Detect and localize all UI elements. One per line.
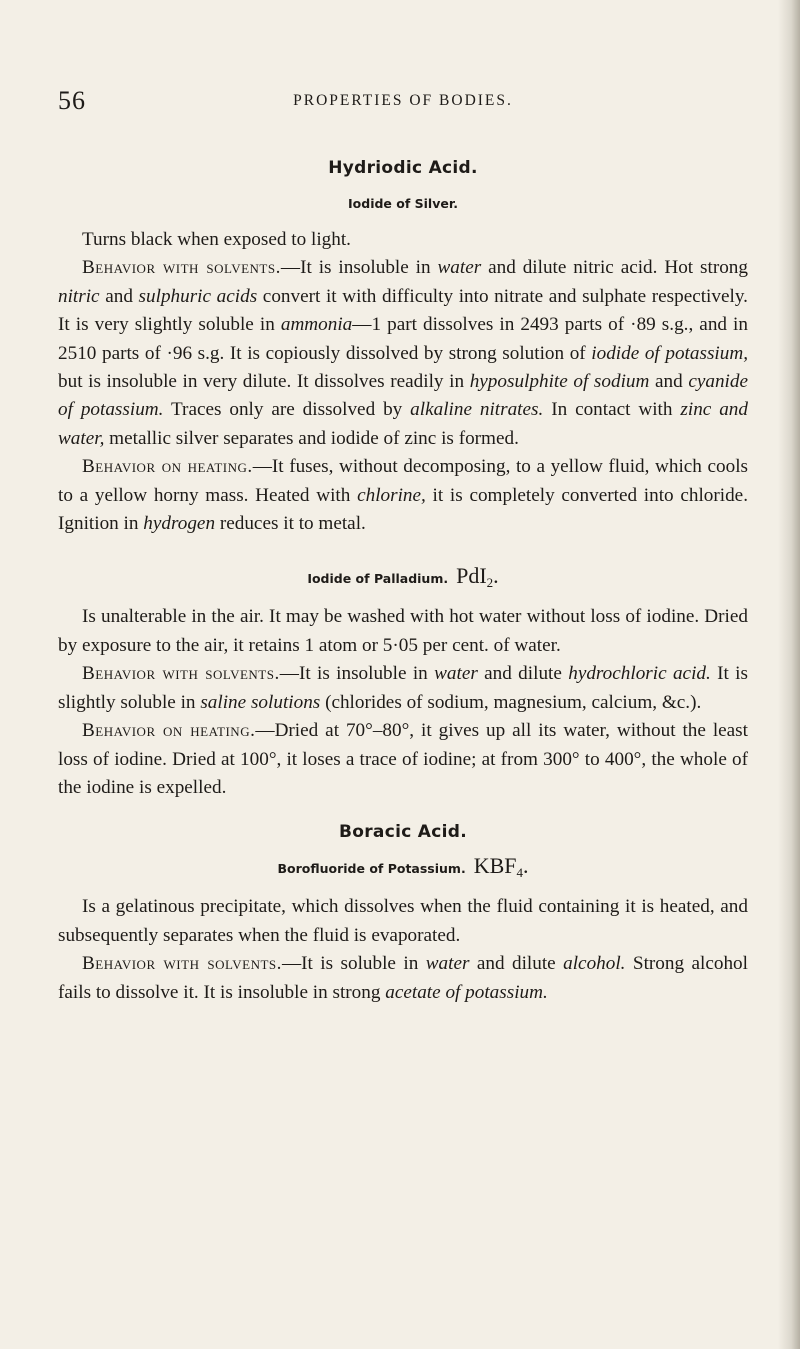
subheading-iodide-of-silver: Iodide of Silver. xyxy=(348,196,458,211)
page-edge-shadow xyxy=(778,0,800,1349)
subheading-iodide-of-palladium: Iodide of Palladium. PdI$_2$. xyxy=(307,563,499,591)
run-in-head: Behavior with solvents. xyxy=(82,257,281,279)
paragraph-silver-solvents: Behavior with solvents.—It is insoluble in water and dilute nitric acid. Hot strong nitric and sulphuric acids convert it with difficulty into nitrate and sulphate respectively. It is very slightly soluble in ammonia—1 part dissolves in 2493 parts of ·89 s.g., and in 2510 parts of ·96 s.g. It is copiously dissolved by strong solution of iodide of potassium, but is insoluble in very dilute. It dissolves readily in hyposulphite of sodium and cyanide of potassium. Traces only are dissolved by alkaline nitrates. In contact with zinc and water, metallic silver separates and iodide of zinc is formed. xyxy=(58,257,748,449)
section-heading-boracic-acid: Boracic Acid. xyxy=(339,822,467,843)
paragraph-palladium-heating: Behavior on heating.—Dried at 70°–80°, it gives up all its water, without the least loss of iodine. Dried at 100°, it loses a trace of iodine; at from 300° to 400°, the whole of the iodine is expelled. xyxy=(58,720,748,798)
running-title: PROPERTIES OF BODIES. xyxy=(293,92,513,109)
paragraph-silver-heating: Behavior on heating.—It fuses, without decomposing, to a yellow fluid, which cools to a yellow horny mass. Heated with chlorine, it is completely converted into chloride. Ignition in hydrogen reduces it to metal. xyxy=(58,456,748,535)
formula-kbf4: $KBF_4$. xyxy=(473,853,529,881)
paragraph-borofluoride-solvents: Behavior with solvents.—It is soluble in water and dilute alcohol. Strong alcohol fails to dissolve it. It is insoluble in strong acetate of potassium. xyxy=(58,953,748,1003)
formula-pdi2: PdI$_2$. xyxy=(456,563,499,591)
run-in-head: Behavior on heating. xyxy=(82,456,253,478)
subheading-borofluoride-of-potassium: Borofluoride of Potassium. $KBF_4$. xyxy=(277,853,529,881)
section-heading-hydriodic-acid: Hydriodic Acid. xyxy=(328,158,478,178)
paragraph-borofluoride-precipitate: Is a gelatinous precipitate, which dissolves when the fluid containing it is heated, and subsequently separates when the fluid is evaporated. xyxy=(58,896,748,946)
page-number: 56 xyxy=(58,86,86,115)
page-body xyxy=(58,158,748,1007)
paragraph-palladium-solvents: Behavior with solvents.—It is insoluble in water and dilute hydrochloric acid. It is slightly soluble in saline solutions (chlorides of sodium, magnesium, calcium, &c.). xyxy=(58,663,748,713)
run-in-head: Behavior with solvents. xyxy=(82,663,280,685)
run-in-head: Behavior on heating. xyxy=(82,720,256,742)
run-in-head: Behavior with solvents. xyxy=(82,953,282,975)
paragraph-silver-light: Turns black when exposed to light. xyxy=(82,229,351,250)
paragraph-palladium-air: Is unalterable in the air. It may be washed with hot water without loss of iodine. Dried by exposure to the air, it retains 1 atom or 5·05 per cent. of water. xyxy=(58,606,748,656)
page-header xyxy=(58,86,748,116)
